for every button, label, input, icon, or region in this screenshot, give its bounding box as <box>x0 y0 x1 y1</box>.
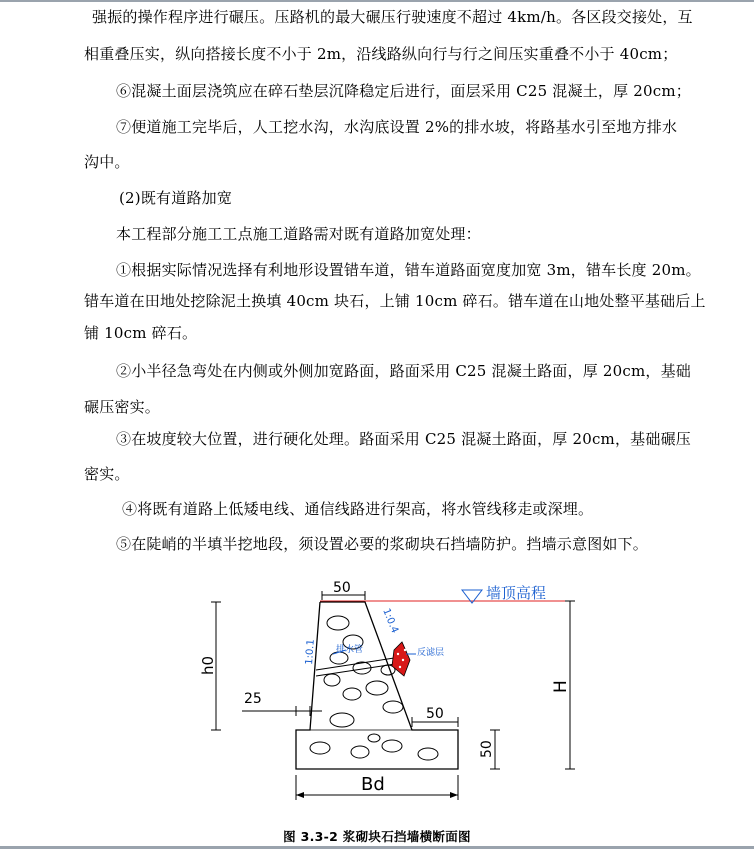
pipe-label: 排水管 <box>336 645 364 655</box>
front-slope-label: 1:0.1 <box>304 638 317 666</box>
base-width-label: Bd <box>361 774 385 795</box>
paragraph-line: ①根据实际情况选择有利地形设置错车道，错车道路面宽度加宽 3m，错车长度 20m。 <box>116 261 701 279</box>
paragraph-line: 错车道在田地处挖除泥土换填 40cm 块石，上铺 10cm 碎石。错车道在山地处整平基础后上 <box>84 292 706 310</box>
paragraph-line: ⑤在陡峭的半填半挖地段，须设置必要的浆砌块石挡墙防护。挡墙示意图如下。 <box>116 535 649 553</box>
paragraph-line: 本工程部分施工工点施工道路需对既有道路加宽处理： <box>116 225 481 243</box>
paragraph-line: 强振的操作程序进行碾压。压路机的最大碾压行驶速度不超过 4km/h。各区段交接处，互 <box>92 8 693 26</box>
right-toe-label: 50 <box>426 706 444 722</box>
paragraph-line: 铺 10cm 碎石。 <box>84 324 198 342</box>
right-height-label: H <box>551 680 571 693</box>
wall-outline <box>296 602 458 769</box>
paragraph-line: ⑥混凝土面层浇筑应在碎石垫层沉降稳定后进行，面层采用 C25 混凝土，厚 20cm； <box>116 82 691 100</box>
footing-height-label: 50 <box>479 740 495 758</box>
paragraph-line: 碾压密实。 <box>84 398 161 416</box>
retaining-wall-diagram <box>0 570 754 830</box>
retaining-wall-svg <box>0 570 754 830</box>
rubble-stones <box>310 616 438 760</box>
back-slope-label: 1:0.4 <box>380 607 401 635</box>
left-toe-label: 25 <box>244 691 262 707</box>
paragraph-line: ②小半径急弯处在内侧或外侧加宽路面，路面采用 C25 混凝土路面，厚 20cm，基础 <box>116 362 691 380</box>
paragraph-line: ③在坡度较大位置，进行硬化处理。路面采用 C25 混凝土路面，厚 20cm，基础碾压 <box>116 430 691 448</box>
paragraph-line: 相重叠压实，纵向搭接长度不小于 2m，沿线路纵向行与行之间压实重叠不小于 40cm； <box>84 45 678 63</box>
figure-caption: 图 3.3-2 浆砌块石挡墙横断面图 <box>283 829 471 844</box>
paragraph-line: 密实。 <box>84 465 130 483</box>
paragraph-line: ⑦便道施工完毕后，人工挖水沟，水沟底设置 2%的排水坡，将路基水引至地方排水 <box>116 118 678 136</box>
paragraph-line: 沟中。 <box>84 153 130 171</box>
wall-top-label: 墙顶高程 <box>486 584 547 602</box>
top-width-label: 50 <box>333 580 351 596</box>
section-heading: (2)既有道路加宽 <box>119 189 233 207</box>
left-height-label: h0 <box>199 655 217 675</box>
filter-label: 反滤层 <box>417 648 445 658</box>
paragraph-line: ④将既有道路上低矮电线、通信线路进行架高，将水管线移走或深埋。 <box>122 500 594 518</box>
